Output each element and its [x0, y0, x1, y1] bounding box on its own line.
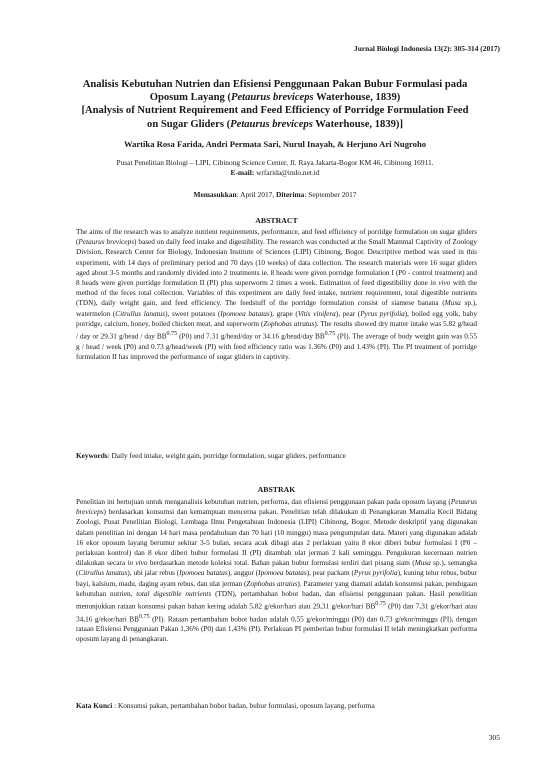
- accepted-label: Diterima: [276, 190, 305, 199]
- abstract-text: ), grape (: [269, 309, 298, 318]
- abstract-text: with the method of the feces total collection. Variables of this experiment are daily feed intake, nutrient requirement, total digestible nutrients (TDN), daily weight gain, and feed efficiency. The feedstuff of the porridge formulation consist of siamese banana (: [76, 279, 477, 308]
- keywords-value: : Daily feed intake, weight gain, porridge formulation, sugar gliders, performance: [107, 451, 346, 460]
- abstract-italic: in vivo: [430, 279, 451, 288]
- keywords-line: [76, 451, 477, 460]
- paper-title: [60, 78, 490, 131]
- abstrak-italic: Petaurus breviceps: [76, 498, 477, 517]
- title-line-2-pre: Oposum Layang (: [149, 92, 231, 104]
- abstrak-heading: ABSTRAK: [257, 485, 296, 494]
- abstrak-text: ) berdasarkan konsumsi dan kemampuan mencerna pakan. Penelitian telah dilakukan di Penangkaran Mamalia Kecil Bidang Zoologi, Pusat Penelitian Biologi, Lembaga Ilmu Pengetahuan Indonesia (LIPI) Cibinong, Bogor. Metode deskriptif yang digunakan dalam penelitian ini dengan 14 hari masa pendahuluan dan 70 hari (10 minggu) masa pengumpulan data. Materi yang digunakan adalah 16 ekor oposum layang berumur sekitar 3-5 bulan, secara acak dibagi atas 2 perlakuan yaitu 8 ekor diberi bubur formulasi I (P0 – perlakuan kontrol) dan 8 ekor diberi bubur formulasi II (PI) ditambah ulat jerman 2 kali seminggu. Pengukuran kecernaan nutrien dilakukan secara: [76, 508, 477, 568]
- abstrak-text: (P0) dan 7,31 g/ekor/hari atau 34,16 g/ekor/hari BB: [76, 602, 478, 624]
- email-label: E-mail:: [230, 167, 255, 177]
- abstrak-italic: total digestible nutrients: [136, 589, 212, 598]
- received-value: : April 2017,: [236, 190, 277, 199]
- abstract-italic: Petaurus breviceps: [78, 238, 135, 247]
- submission-dates: [60, 190, 490, 199]
- abstract-italic: Zophobas atratus: [263, 319, 315, 328]
- abstract-text: The aims of the research was to analyze nutrient requirements, performance, and feed efficiency of porridge formulation on sugar gliders (: [76, 228, 477, 247]
- abstrak-body: [76, 497, 477, 645]
- abstract-italic: Musa: [444, 299, 461, 308]
- abstract-text: ). The results showed dry matter intake was 5.82 g/head / day or 29.31 g/head / day BB: [76, 319, 477, 341]
- abstract-text: ), pear (: [335, 309, 361, 318]
- abstract-italic: Pyrus pyrifolia: [360, 309, 405, 318]
- author-list: Wartika Rosa Farida, Andri Permata Sari, Nurul Inayah, & Herjuno Ari Nugroho: [123, 139, 427, 149]
- abstrak-superscript: 0.75: [375, 601, 386, 608]
- abstract-text: (P0) and 7.31 g/head/day or 34.16 g/head/day BB: [177, 332, 325, 341]
- affiliation-address: Pusat Penelitian Biologi – LIPI, Cibinong Science Center, Jl. Raya Jakarta-Bogor KM 46, Cibinong 16911.: [116, 158, 434, 167]
- abstract-superscript: 0.75: [324, 331, 336, 338]
- kata-kunci-value: : Konsumsi pakan, pertambahan bobot badan, bubur formulasi, oposum layang, performa: [112, 701, 375, 710]
- abstract-text: ) based on daily feed intake and digestibility. The research was conducted at the Small Mammal Captivity of Zoology Division, Research Center for Biology, Indonesian Institute of Sciences (LIPI) Cibinong, Bogor. Descriptive method was used in this experiment, with 14 days of preliminary period and 70 days (10 weeks) of data collection. The research materials were 16 sugar gliders aged about 3-5 months and randomly divided into 2 treatments ie. 8 heads were given porridge formulation I (P0 - control treatment) and 8 heads were given porridge formulation II (PI) plus superworm 2 times a week. Estimation of feed digestibility done: [76, 238, 477, 288]
- abstrak-italic: Citrullus lanatus: [78, 569, 128, 578]
- affiliation: [60, 158, 490, 177]
- abstrak-text: (PI). Rataan pertambahan bobot badan adalah 0,55 g/ekor/minggu (P0) dan 0,73 g/ekor/minggu (PI), dengan rataan Efisiensi Penggunaan Pakan 1,36% (P0) dan 1,43% (PI). Perlakuan PI pemberian bubur formulasi II telah meningkatkan performa oposum layang di penangkaran.: [76, 615, 477, 644]
- abstract-text: ), sweet potatoes (: [165, 309, 221, 318]
- abstract-italic: Vitis vinifera: [297, 309, 336, 318]
- abstrak-text: ). Parameter yang diamati adalah konsumsi pakan, pendugaan kebutuhan nutrien,: [76, 579, 477, 598]
- email-address[interactable]: wrfarida@indo.net.id: [254, 167, 320, 177]
- title-line-2: [60, 91, 490, 104]
- abstrak-italic: Musa: [414, 559, 431, 568]
- abstrak-text: Penelitian ini bertujuan untuk menganalisis kebutuhan nutrien, performa, dan efisiensi penggunaan pakan pada oposum layang (: [76, 498, 451, 506]
- abstrak-text: ), pear packam (: [306, 569, 354, 578]
- title-line-2-post: Waterhouse, 1839): [313, 92, 401, 104]
- accepted-value: : September 2017: [304, 190, 357, 199]
- abstract-text: ), boiled egg yolk, baby porridge, calcium, honey, boiled chicken meat, and superworm (: [76, 309, 477, 328]
- title-species: Petaurus breviceps: [230, 92, 314, 104]
- abstract-italic: Citrullus lanatus: [115, 309, 166, 318]
- abstract-body: [76, 227, 477, 362]
- title-line-3: [Analysis of Nutrient Requirement and Feed Efficiency of Porridge Formulation Feed: [81, 105, 469, 117]
- abstract-heading: ABSTRACT: [255, 216, 298, 225]
- abstract-superscript: 0.75: [166, 331, 178, 338]
- abstrak-italic: in vivo: [127, 559, 148, 568]
- page-number: 305: [488, 733, 500, 742]
- title-line-4-post: Waterhouse, 1839)]: [312, 118, 403, 130]
- abstrak-text: sp.), semangka (: [76, 559, 477, 578]
- kata-kunci-label: Kata Kunci: [76, 701, 113, 710]
- received-label: Memasukkan: [193, 190, 237, 199]
- abstrak-italic: Zophobas atratus: [246, 579, 298, 588]
- abstrak-text: (TDN), pertambahan bobot badan, dan efisiensi penggunaan pakan. Hasil penelitian menunjukkan rataan konsumsi pakan bahan kering adalah 5,82 g/ekor/hari atau 29,31 g/ekor/hari BB: [76, 589, 477, 611]
- abstrak-italic: Pyrus pyrifolia: [353, 569, 398, 578]
- abstract-text: sp.), watermelon (: [76, 299, 477, 318]
- title-line-1: Analisis Kebutuhan Nutrien dan Efisiensi Penggunaan Pakan Bubur Formulasi pada: [82, 79, 468, 90]
- abstract-text: (PI). The average of body weight gain was 0.55 g / head / week (P0) and 0.73 g/head/week (PI) with feed efficiency ratio was 1.36% (P0) and 1.43% (PI). The PI treatment of porridge formulation II has improved the performance of sugar gliders in captivity.: [76, 332, 477, 361]
- title-line-4-pre: on Sugar Gliders (: [147, 118, 231, 130]
- abstract-italic: Ipomoea batatas: [220, 309, 270, 318]
- abstrak-text: ), anggur (: [227, 569, 259, 578]
- keywords-label: Keywords: [76, 451, 108, 460]
- title-species-en: Petaurus breviceps: [230, 118, 313, 130]
- abstrak-text: berdasarkan metode koleksi total. Bahan pakan bubur formulasi terdiri dari pisang siam (: [147, 559, 415, 568]
- abstrak-superscript: 0.75: [138, 613, 150, 620]
- abstrak-italic: Ipomoea batatas: [258, 569, 307, 578]
- journal-header: Jurnal Biologi Indonesia 13(2): 305-314 (2017): [354, 44, 500, 53]
- abstrak-text: ), kuning telur rebus, bubur bayi, kalsium, madu, daging ayam rebus, dan ulat jerman (: [76, 569, 477, 588]
- email-line: [60, 168, 490, 178]
- kata-kunci-line: [76, 701, 477, 710]
- title-line-4: [60, 118, 490, 131]
- abstrak-text: ), ubi jalar rebus (: [127, 569, 180, 578]
- abstrak-italic: Ipomoea batatas: [179, 569, 228, 578]
